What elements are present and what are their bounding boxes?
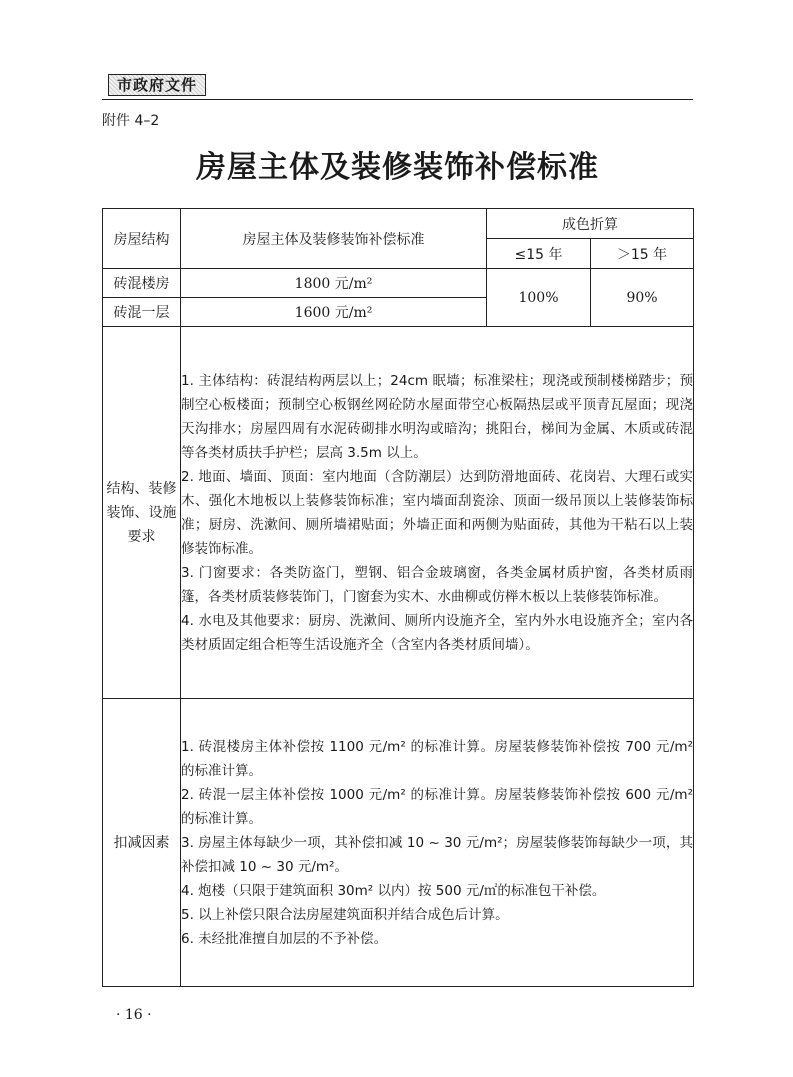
- deduction-item: 1. 砖混楼房主体补偿按 1100 元/m² 的标准计算。房屋装修装饰补偿按 700 元/m² 的标准计算。: [181, 738, 693, 779]
- deduction-item: 6. 未经批准擅自加层的不予补偿。: [181, 930, 388, 947]
- attachment-label: 附件 4–2: [102, 113, 160, 129]
- row-price-brick-single: 1600 元/m²: [181, 298, 487, 327]
- requirement-item: 3. 门窗要求：各类防盗门，塑钢、铝合金玻璃窗，各类金属材质护窗，各类材质雨篷，各类材质装修装饰门，门窗套为实木、水曲柳或仿榉木板以上装修装饰标准。: [181, 564, 693, 605]
- deductions-content: [181, 699, 694, 987]
- header-depreciation: 成色折算: [487, 209, 694, 239]
- page-title: 房屋主体及装修装饰补偿标准: [196, 150, 599, 185]
- requirements-label-line: 结构、装修: [106, 480, 177, 497]
- requirements-label: [103, 327, 181, 699]
- requirements-label-line: 要求: [127, 528, 156, 545]
- requirements-label-line: 装饰、设施: [106, 504, 177, 521]
- rate-gt15: 90%: [591, 269, 694, 327]
- row-type-brick-multi: 砖混楼房: [103, 269, 181, 298]
- header-standard: 房屋主体及装修装饰补偿标准: [181, 209, 487, 269]
- row-price-brick-multi: 1800 元/m²: [181, 269, 487, 298]
- header-structure: 房屋结构: [103, 209, 181, 269]
- header-gt15: ＞15 年: [591, 239, 694, 269]
- header-rule: [102, 99, 693, 100]
- row-type-brick-single: 砖混一层: [103, 298, 181, 327]
- rate-le15: 100%: [487, 269, 591, 327]
- requirement-item: 1. 主体结构：砖混结构两层以上；24cm 眠墙；标准梁柱；现浇或预制楼梯踏步；预制空心板楼面；预制空心板钢丝网砼防水屋面带空心板隔热层或平顶青瓦屋面；现浇天沟排水；房屋四周有水泥砖砌排水明沟或暗沟；挑阳台，梯间为金属、木质或砖混等各类材质扶手护栏；层高 3.5m 以上。: [181, 372, 693, 461]
- deduction-item: 5. 以上补偿只限合法房屋建筑面积并结合成色后计算。: [181, 906, 509, 923]
- deduction-item: 2. 砖混一层主体补偿按 1000 元/m² 的标准计算。房屋装修装饰补偿按 600 元/m² 的标准计算。: [181, 786, 693, 827]
- deductions-label: 扣减因素: [103, 699, 181, 987]
- header-tag: 市政府文件: [108, 74, 206, 96]
- header-le15: ≤15 年: [487, 239, 591, 269]
- deduction-item: 3. 房屋主体每缺少一项，其补偿扣减 10 ~ 30 元/m²；房屋装修装饰每缺少一项，其补偿扣减 10 ~ 30 元/m²。: [181, 834, 693, 875]
- deduction-item: 4. 炮楼（只限于建筑面积 30m² 以内）按 500 元/㎡的标准包干补偿。: [181, 882, 606, 899]
- requirement-item: 4. 水电及其他要求：厨房、洗漱间、厕所内设施齐全，室内外水电设施齐全；室内各类材质固定组合柜等生活设施齐全（含室内各类材质间墙）。: [181, 612, 693, 653]
- requirement-item: 2. 地面、墙面、顶面：室内地面（含防潮层）达到防滑地面砖、花岗岩、大理石或实木、强化木地板以上装修装饰标准；室内墙面刮瓷涂、顶面一级吊顶以上装修装饰标准；厨房、洗漱间、厕所墙裙贴面；外墙正面和两侧为贴面砖，其他为干粘石以上装修装饰标准。: [181, 468, 693, 557]
- compensation-table: [102, 208, 694, 987]
- page-number: · 16 ·: [116, 1007, 152, 1023]
- requirements-content: [181, 327, 694, 699]
